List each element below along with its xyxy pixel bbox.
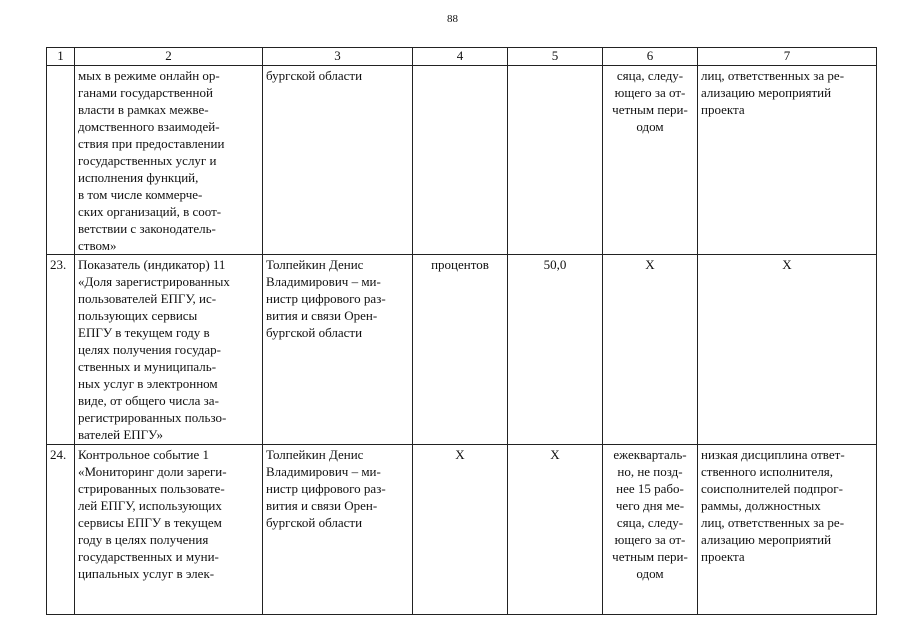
responsible-person: Толпейкин Денис Владимирович – ми- нистр цифрового раз- вития и связи Орен- бургской области	[263, 255, 413, 445]
table-row	[47, 66, 877, 255]
risks: Х	[698, 255, 877, 445]
header-col-6: 6	[603, 48, 698, 66]
deadline: Х	[603, 255, 698, 445]
indicator-name: Показатель (индикатор) 11 «Доля зарегистрированных пользователей ЕПГУ, ис- пользующих сервисы ЕПГУ в текущем году в целях получения государ- ственных и муниципаль- ных услуг в электронном виде, от общего числа за- регистрированных пользо- вателей ЕПГУ»	[75, 255, 263, 445]
header-col-7: 7	[698, 48, 877, 66]
indicator-name: мых в режиме онлайн ор- ганами государственной власти в рамках межве- домственного взаимодей- ствия при предоставлении государственных услуг и исполнения функций, в том числе коммерче- ских организаций, в соот- ветствии с законодатель- ством»	[75, 66, 263, 255]
header-row	[47, 48, 877, 66]
page-number: 88	[447, 13, 458, 25]
unit: процентов	[413, 255, 508, 445]
deadline: сяца, следу- ющего за от- четным пери- одом	[603, 66, 698, 255]
target-value: Х	[508, 445, 603, 615]
header-col-4: 4	[413, 48, 508, 66]
risks: низкая дисциплина ответ- ственного исполнителя, соисполнителей подпрог- раммы, должностных лиц, ответственных за ре- ализацию мероприятий проекта	[698, 445, 877, 615]
risks: лиц, ответственных за ре- ализацию мероприятий проекта	[698, 66, 877, 255]
table-row	[47, 255, 877, 445]
table-row	[47, 445, 877, 615]
document-table	[46, 47, 877, 615]
deadline: ежекварталь- но, не позд- нее 15 рабо- чего дня ме- сяца, следу- ющего за от- четным пери- одом	[603, 445, 698, 615]
row-number	[47, 66, 75, 255]
indicator-name: Контрольное событие 1 «Мониторинг доли зареги- стрированных пользовате- лей ЕПГУ, использующих сервисы ЕПГУ в текущем году в целях получения государственных и муни- ципальных услуг в элек-	[75, 445, 263, 615]
responsible-person: бургской области	[263, 66, 413, 255]
header-col-3: 3	[263, 48, 413, 66]
header-col-5: 5	[508, 48, 603, 66]
unit	[413, 66, 508, 255]
header-col-2: 2	[75, 48, 263, 66]
target-value	[508, 66, 603, 255]
responsible-person: Толпейкин Денис Владимирович – ми- нистр цифрового раз- вития и связи Орен- бургской области	[263, 445, 413, 615]
header-col-1: 1	[47, 48, 75, 66]
row-number: 24.	[47, 445, 75, 615]
unit: Х	[413, 445, 508, 615]
row-number: 23.	[47, 255, 75, 445]
target-value: 50,0	[508, 255, 603, 445]
